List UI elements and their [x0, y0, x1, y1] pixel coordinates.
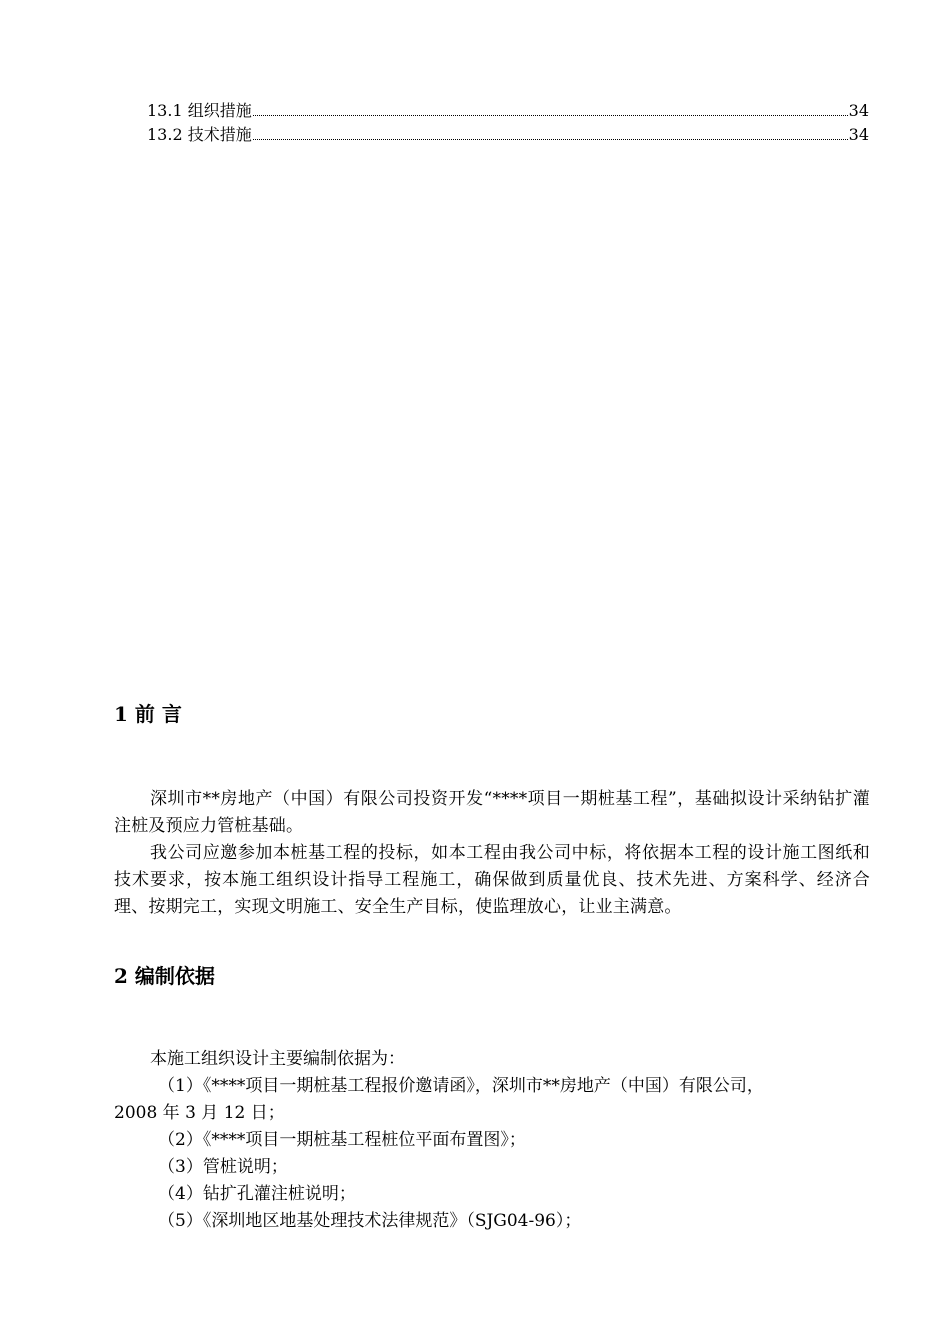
toc-entry-page: 34: [848, 101, 869, 120]
preface-paragraph-1: 深圳市**房地产（中国）有限公司投资开发“****项目一期桩基工程”，基础拟设计采纳钻扩灌注桩及预应力管桩基础。: [114, 789, 870, 836]
basis-intro: 本施工组织设计主要编制依据为：: [150, 1049, 405, 1069]
section-heading-preface: 1 前 言: [114, 702, 182, 726]
basis-item-1: （1）《****项目一期桩基工程报价邀请函》，深圳市**房地产（中国）有限公司，: [158, 1076, 764, 1096]
basis-item-2: （2）《****项目一期桩基工程桩位平面布置图》；: [158, 1130, 526, 1150]
table-of-contents: [147, 98, 869, 146]
basis-item-1-continued: 2008 年 3 月 12 日；: [114, 1103, 285, 1123]
preface-paragraph-2: 我公司应邀参加本桩基工程的投标，如本工程由我公司中标，将依据本工程的设计施工图纸和技术要求，按本施工组织设计指导工程施工，确保做到质量优良、技术先进、方案科学、经济合理、按期完工，实现文明施工、安全生产目标，使监理放心，让业主满意。: [114, 843, 870, 917]
toc-dot-leader: [253, 115, 848, 116]
toc-entry[interactable]: [147, 122, 869, 146]
toc-entry[interactable]: [147, 98, 869, 122]
toc-dot-leader: [253, 139, 848, 140]
basis-item-5: （5）《深圳地区地基处理技术法律规范》（SJG04-96）；: [158, 1211, 582, 1231]
basis-item-3: （3）管桩说明；: [158, 1157, 288, 1177]
toc-entry-label: 13.1 组织措施: [147, 101, 252, 120]
toc-entry-page: 34: [848, 125, 869, 144]
toc-entry-label: 13.2 技术措施: [147, 125, 252, 144]
section-heading-basis: 2 编制依据: [114, 964, 215, 988]
basis-item-4: （4）钻扩孔灌注桩说明；: [158, 1184, 356, 1204]
